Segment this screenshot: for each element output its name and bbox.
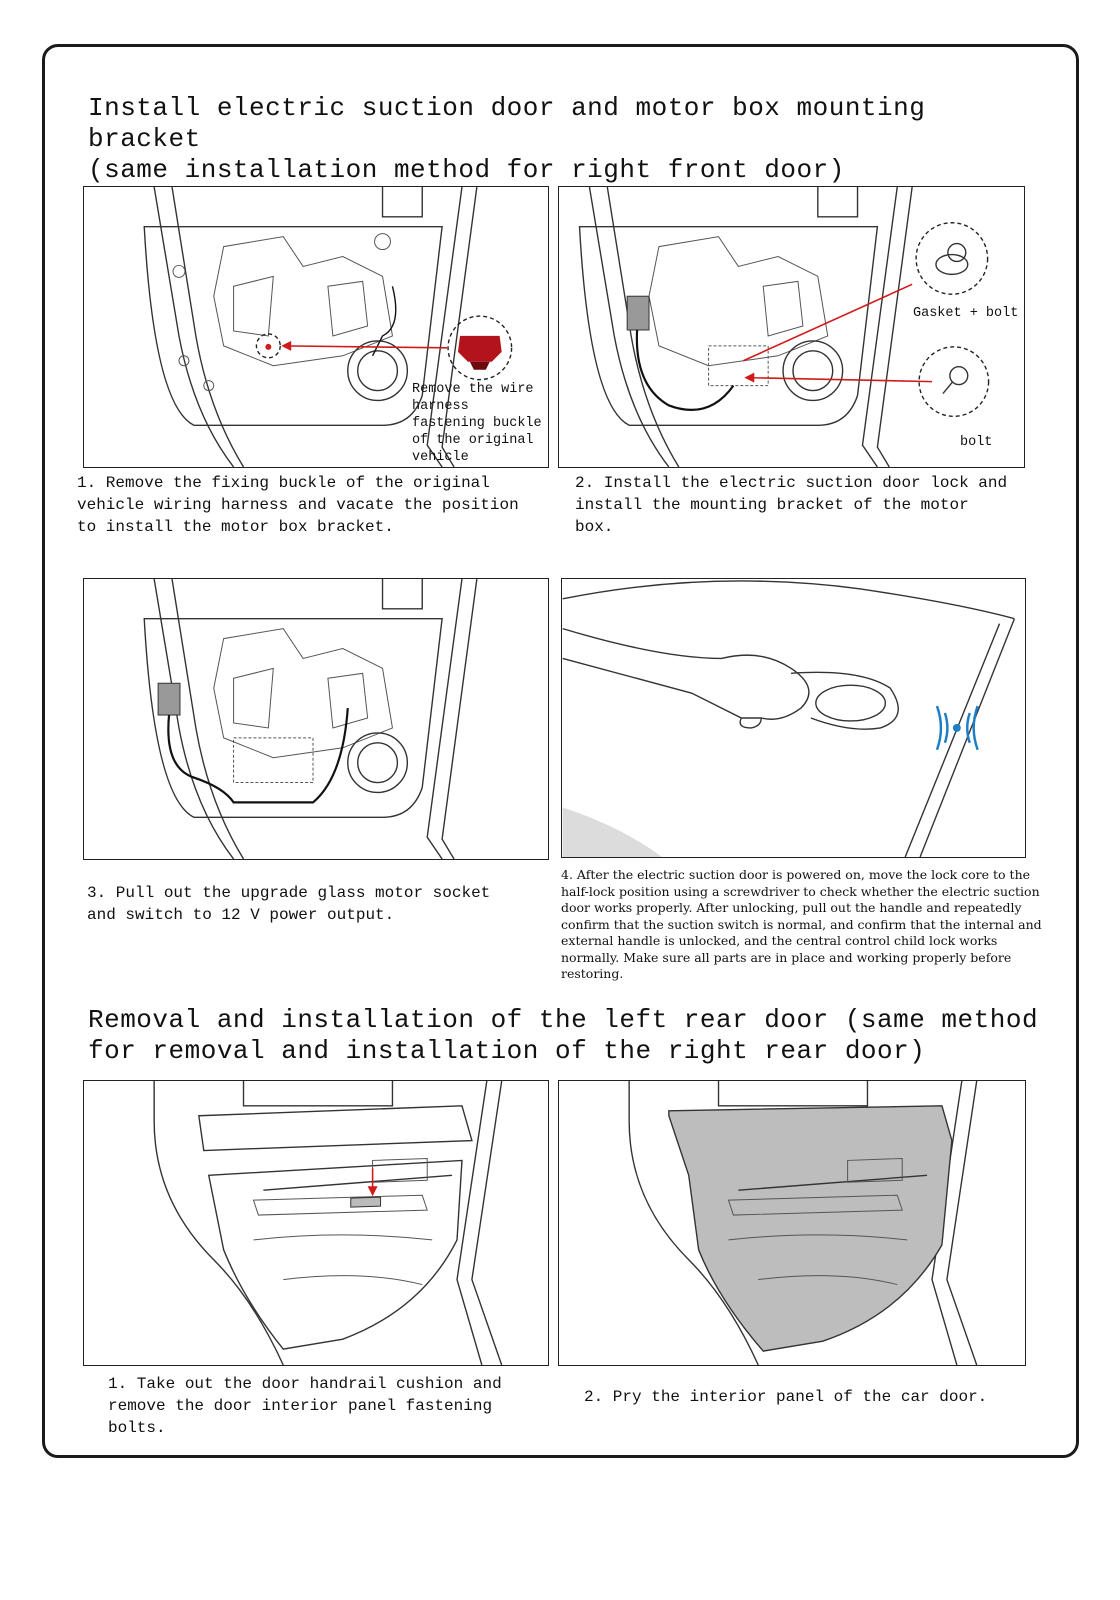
step-1-callout: Remove the wire harness fastening buckle of the original vehicle <box>412 382 542 465</box>
rear-door-diagram-1 <box>84 1081 548 1365</box>
rear-step-2-illustration <box>558 1080 1026 1366</box>
front-door-diagram-2 <box>559 187 1024 467</box>
rear-step-1-caption: 1. Take out the door handrail cushion and remove the door interior panel fastening bolts. <box>108 1375 502 1437</box>
step-2-caption: 2. Install the electric suction door lock and install the mounting bracket of the motor box. <box>575 474 1008 536</box>
section-1-title: Install electric suction door and motor box mounting bracket (same installation method for right front door) <box>88 93 926 185</box>
step-1-caption: 1. Remove the fixing buckle of the original vehicle wiring harness and vacate the position to install the motor box bracket. <box>77 474 519 536</box>
door-handle-diagram <box>562 579 1025 857</box>
step-3-caption: 3. Pull out the upgrade glass motor socket and switch to 12 V power output. <box>87 884 491 924</box>
step-3-illustration <box>83 578 549 860</box>
rear-step-2-caption: 2. Pry the interior panel of the car door. <box>584 1388 988 1406</box>
front-door-diagram-3 <box>84 579 548 859</box>
step-4-caption: 4. After the electric suction door is powered on, move the lock core to the half-lock position using a screwdriver to check whether the electric suction door works properly. After unlocking, pull out the handle and repeatedly confirm that the suction switch is normal, and confirm that the internal and external handle is unlocked, and the central control child lock works normally. Make sure all parts are in place and working properly before restoring. <box>561 867 1042 981</box>
rear-step-1-illustration <box>83 1080 549 1366</box>
section-2-title: Removal and installation of the left rear door (same method for removal and installation of the right rear door) <box>88 1005 1039 1066</box>
step-2-callout-bolt: bolt <box>960 435 993 450</box>
rear-door-diagram-2 <box>559 1081 1025 1365</box>
step-2-illustration <box>558 186 1025 468</box>
step-4-illustration <box>561 578 1026 858</box>
step-2-callout-gasket-bolt: Gasket + bolt <box>913 306 1019 321</box>
